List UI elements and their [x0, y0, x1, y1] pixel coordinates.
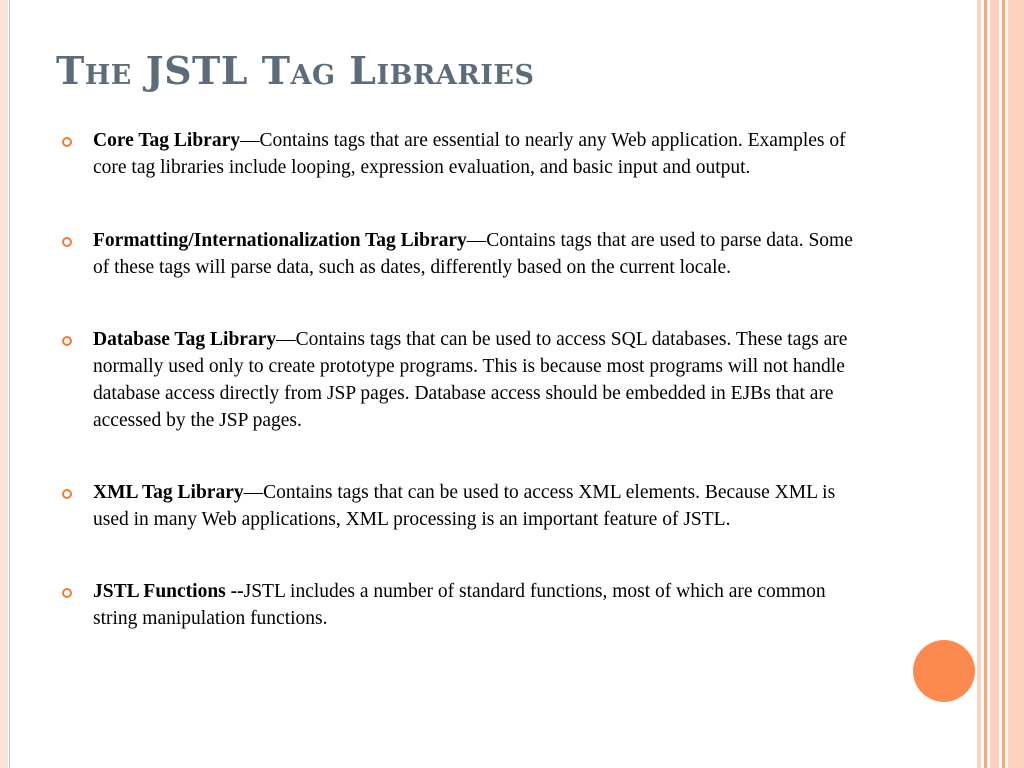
right-stripe	[1008, 0, 1024, 768]
bullet-text: JSTL includes a number of standard functions, most of which are common string manipulation functions.	[93, 581, 826, 629]
bullet-list	[62, 127, 862, 632]
bullet-text: —Contains tags that can be used to access XML elements. Because XML is used in many Web applications, XML processing is an important feature of JSTL.	[93, 482, 836, 530]
bullet-circle-icon	[62, 336, 72, 346]
left-border-line	[9, 0, 10, 768]
slide-title: The JSTL Tag Libraries	[56, 48, 535, 93]
bullet-text: —Contains tags that can be used to access SQL databases. These tags are normally used only to create prototype programs. This is because most programs will not handle database access directly from JSP pages. Database access should be embedded in EJBs that are accessed by the JSP pages.	[93, 329, 848, 431]
right-stripe	[984, 0, 987, 768]
bullet-item-formatting	[62, 227, 862, 281]
bullet-text: —Contains tags that are essential to nearly any Web application. Examples of core tag libraries include looping, expression evaluation, and basic input and output.	[93, 130, 846, 178]
bullet-text: —Contains tags that are used to parse data. Some of these tags will parse data, such as dates, differently based on the current locale.	[93, 230, 853, 278]
right-stripe	[977, 0, 981, 768]
bullet-term: Formatting/Internationalization Tag Library	[93, 230, 467, 251]
bullet-term: Core Tag Library	[93, 130, 240, 151]
bullet-item-core	[62, 127, 862, 181]
right-stripe	[1002, 0, 1005, 768]
right-stripe	[990, 0, 999, 768]
bullet-circle-icon	[62, 489, 72, 499]
bullet-term: XML Tag Library	[93, 482, 244, 503]
bullet-item-xml	[62, 479, 862, 533]
bullet-item-database	[62, 326, 862, 434]
bullet-term: Database Tag Library	[93, 329, 277, 350]
bullet-term: JSTL Functions --	[93, 581, 244, 602]
left-border-band	[0, 0, 8, 768]
bullet-circle-icon	[62, 137, 72, 147]
bullet-circle-icon	[62, 237, 72, 247]
bullet-circle-icon	[62, 588, 72, 598]
decorative-circle	[913, 640, 975, 702]
bullet-item-functions	[62, 578, 862, 632]
